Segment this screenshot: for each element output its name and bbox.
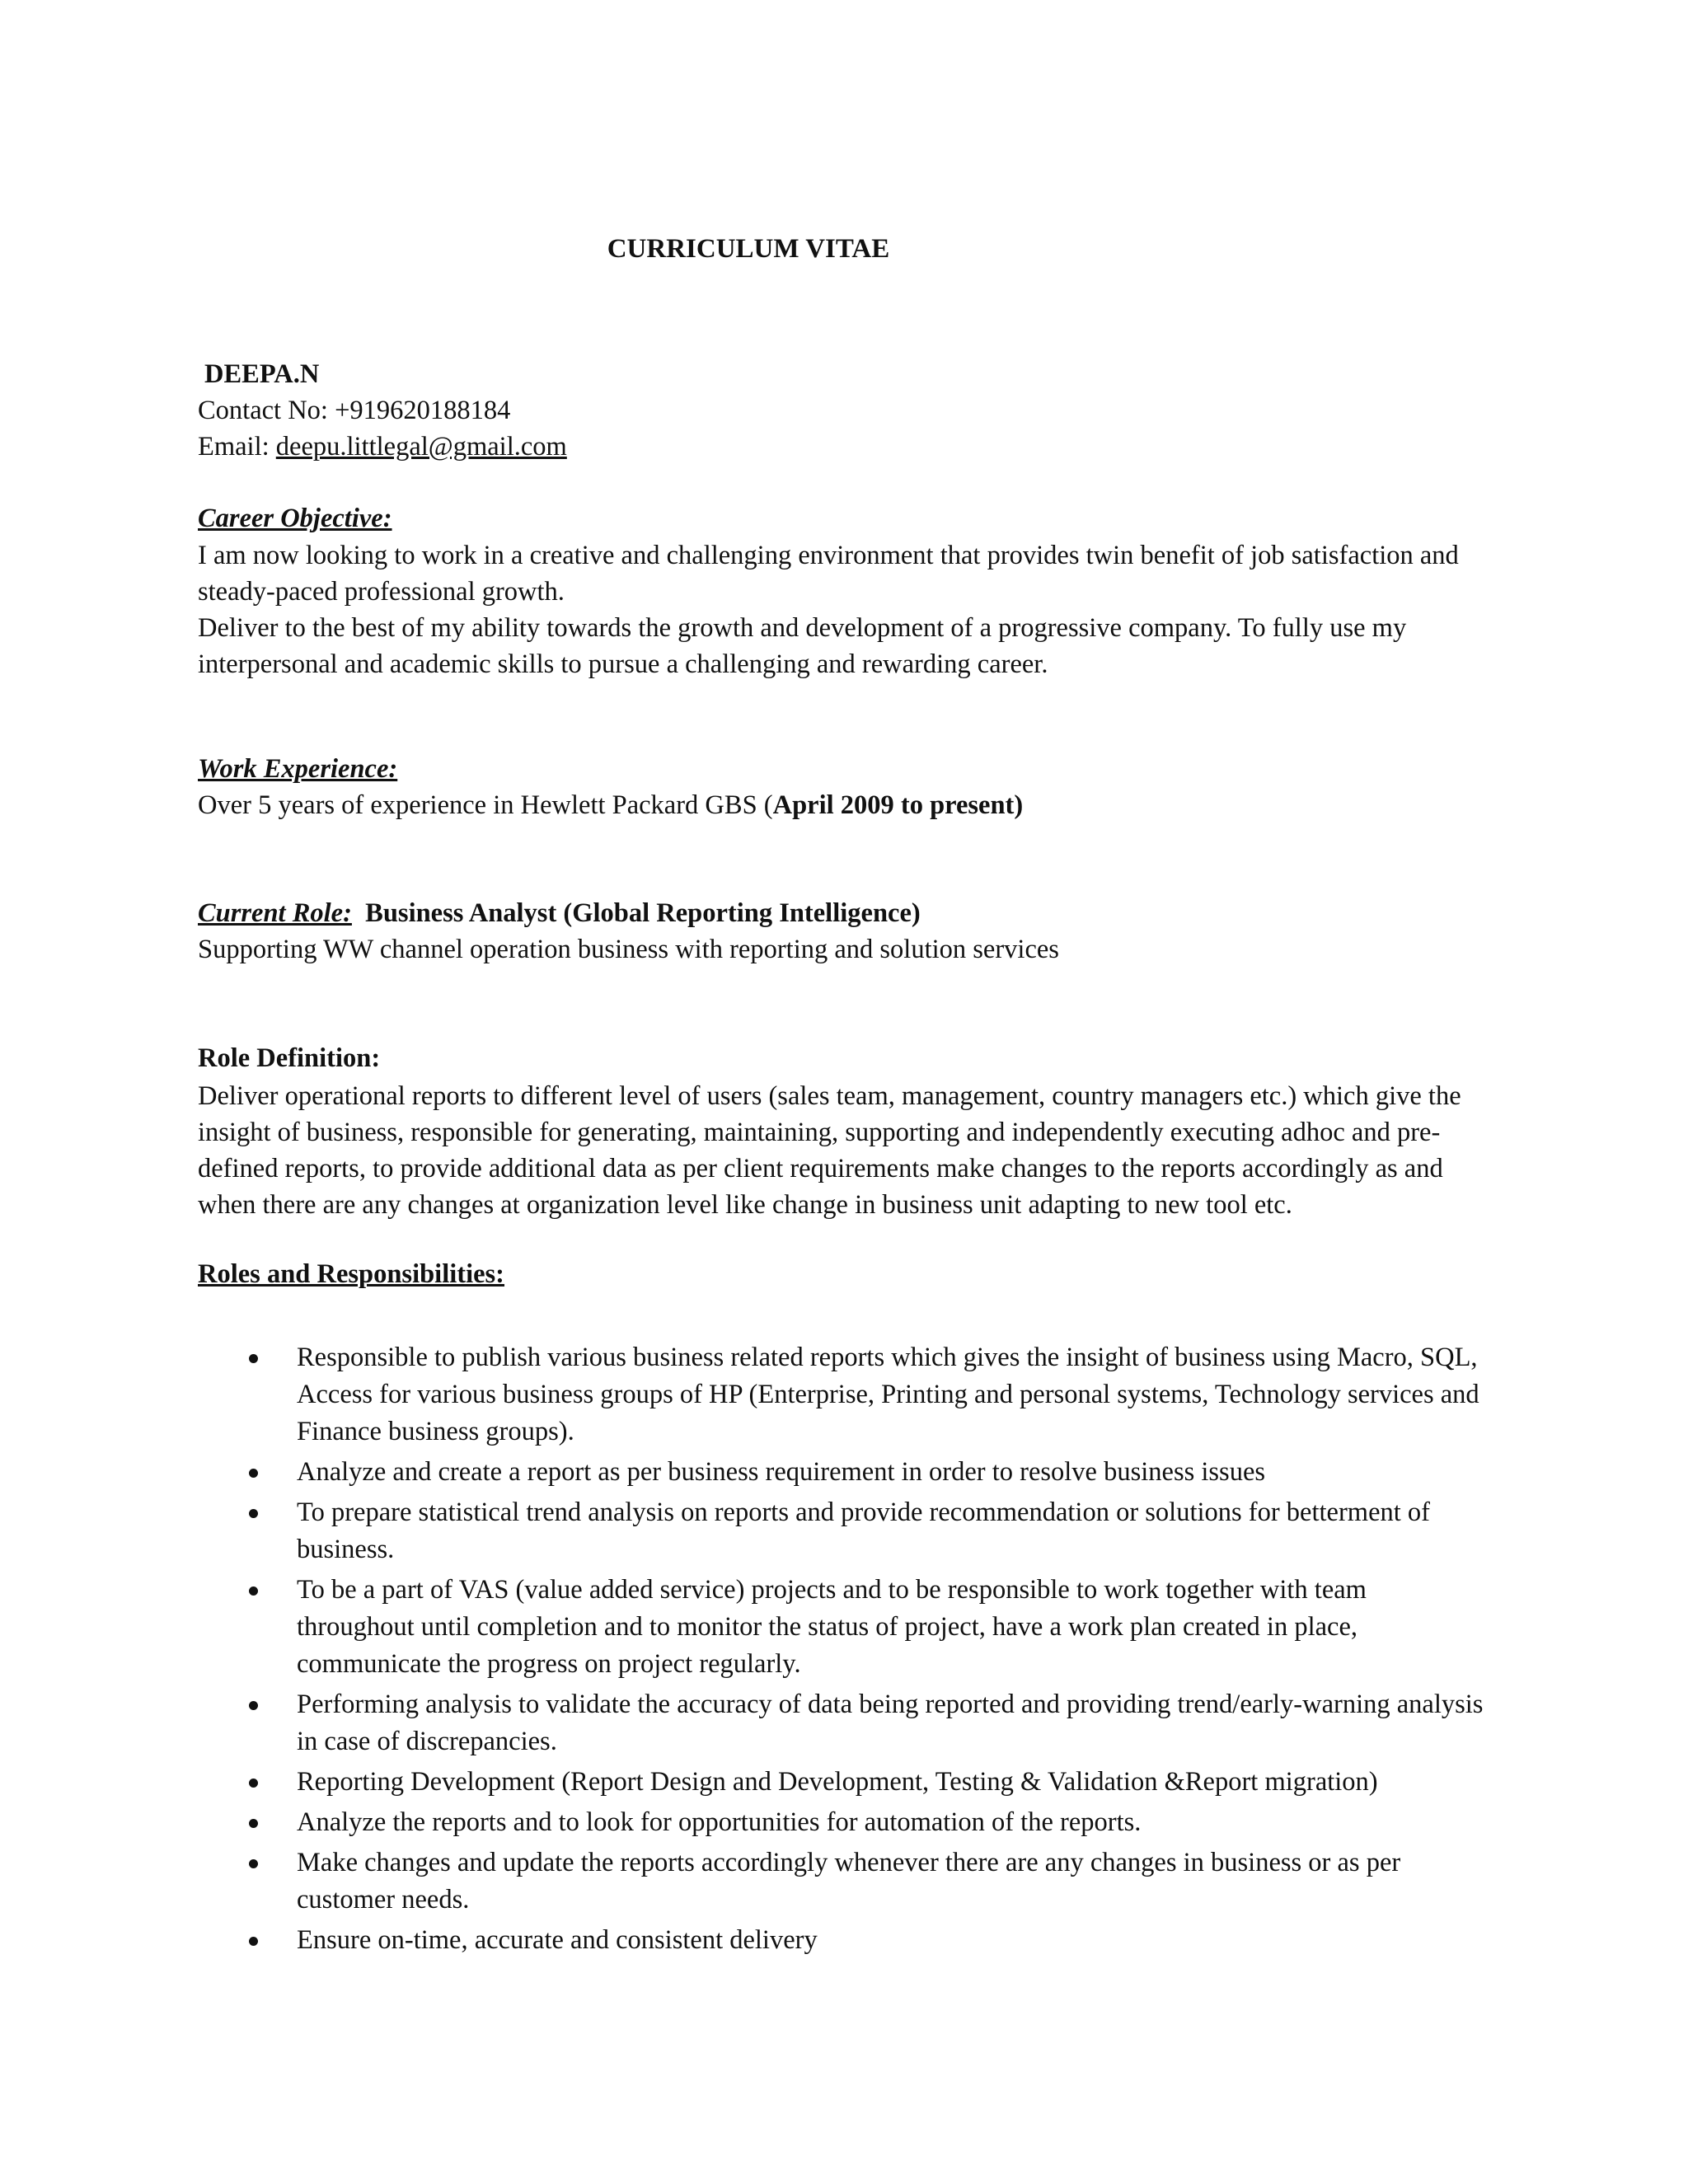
role-definition-heading: Role Definition:: [198, 1043, 381, 1073]
bullet-icon: [249, 1509, 258, 1518]
list-item: Analyze the reports and to look for opportunities for automation of the reports.: [198, 1804, 1484, 1841]
email-label: Email:: [198, 432, 270, 462]
list-item: Reporting Development (Report Design and Development, Testing & Validation &Report migration): [198, 1764, 1484, 1801]
list-item: To prepare statistical trend analysis on reports and provide recommendation or solutions for betterment of business.: [198, 1494, 1484, 1568]
career-objective-paragraph-2: Deliver to the best of my ability towards the growth and development of a progressive company. To fully use my interpersonal and academic skills to pursue a challenging and rewarding career.: [198, 613, 1407, 679]
list-item: To be a part of VAS (value added service) projects and to be responsible to work together with team throughout until completion and to monitor the status of project, have a work plan created in place, communicate the progress on project regularly.: [198, 1572, 1484, 1683]
work-experience-period: April 2009 to present): [772, 790, 1024, 820]
phone-label: Contact No:: [198, 396, 328, 425]
candidate-name: DEEPA.N: [204, 359, 320, 389]
career-objective-paragraph-1: I am now looking to work in a creative and challenging environment that provides twin benefit of job satisfaction and steady-paced professional growth.: [198, 541, 1459, 607]
list-item: Performing analysis to validate the accuracy of data being reported and providing trend/early-warning analysis in case of discrepancies.: [198, 1686, 1484, 1760]
page-title: CURRICULUM VITAE: [607, 234, 890, 264]
list-item: Analyze and create a report as per business requirement in order to resolve business issues: [198, 1454, 1484, 1491]
list-item: Ensure on-time, accurate and consistent delivery: [198, 1922, 1484, 1959]
bullet-icon: [249, 1937, 258, 1946]
bullet-icon: [249, 1819, 258, 1828]
current-role-title: Business Analyst (Global Reporting Intelligence): [365, 898, 921, 928]
bullet-icon: [249, 1586, 258, 1596]
list-item: Responsible to publish various business related reports which gives the insight of business using Macro, SQL, Access for various business groups of HP (Enterprise, Printing and personal systems, Technology services and Finance business groups).: [198, 1339, 1484, 1451]
role-definition-text: Deliver operational reports to different level of users (sales team, management, country managers etc.) which give the insight of business, responsible for generating, maintaining, supporting and independently executing adhoc and pre-defined reports, to provide additional data as per client requirements make changes to the reports accordingly as and when there are any changes at organization level like change in business unit adapting to new tool etc.: [198, 1081, 1461, 1220]
responsibilities-heading: Roles and Responsibilities:: [198, 1259, 505, 1289]
bullet-icon: [249, 1469, 258, 1478]
bullet-icon: [249, 1779, 258, 1788]
responsibilities-list: [198, 1339, 1484, 1962]
work-experience-summary: Over 5 years of experience in Hewlett Packard GBS (: [198, 790, 773, 820]
career-objective-heading: Career Objective:: [198, 504, 392, 533]
current-role-line: [198, 898, 921, 929]
contact-phone-line: [198, 396, 510, 426]
list-item: Make changes and update the reports accordingly whenever there are any changes in business or as per customer needs.: [198, 1844, 1484, 1919]
bullet-icon: [249, 1859, 258, 1868]
bullet-icon: [249, 1701, 258, 1710]
current-role-description: Supporting WW channel operation business with reporting and solution services: [198, 935, 1059, 964]
bullet-icon: [249, 1354, 258, 1363]
work-experience-text: [198, 790, 1023, 821]
current-role-heading: Current Role:: [198, 898, 352, 928]
contact-email-line: [198, 432, 567, 462]
phone-number: +919620188184: [335, 396, 511, 425]
work-experience-heading: Work Experience:: [198, 754, 398, 784]
email-link[interactable]: deepu.littlegal@gmail.com: [275, 432, 567, 462]
